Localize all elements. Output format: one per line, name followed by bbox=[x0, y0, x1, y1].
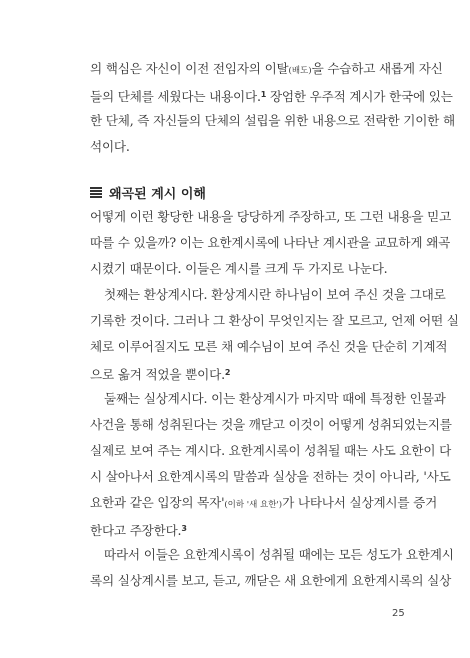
text-line: 어떻게 이런 황당한 내용을 당당하게 주장하고, 또 그런 내용을 믿고 bbox=[90, 209, 452, 224]
footnote-marker: 1 bbox=[260, 90, 267, 99]
paragraph-3 bbox=[90, 386, 452, 542]
footnote-marker: 2 bbox=[224, 368, 231, 377]
text-line: 록의 실상계시를 보고, 듣고, 깨닫은 새 요한에게 요한계시록의 실상 bbox=[90, 573, 452, 588]
text-line: 한다고 주장한다.$^3$ bbox=[90, 523, 187, 538]
section-heading-text: 왜곡된 계시 이해 bbox=[109, 186, 206, 202]
section-heading bbox=[90, 182, 206, 202]
text-line: 들의 단체를 세웠다는 내용이다.$^1$ 장엄한 우주적 계시가 한국에 있는 bbox=[90, 89, 453, 104]
text-line: 따를 수 있을까? 이는 요한계시록에 나타난 계시관을 교묘하게 왜곡 bbox=[90, 235, 451, 250]
text-line: 요한과 같은 입장의 목자'(이하 '새 요한')가 나타나서 실상계시를 증거 bbox=[90, 495, 438, 510]
text-line: 사건을 통해 성취된다는 것을 깨닫고 이것이 어떻게 성취되었는지를 bbox=[90, 417, 452, 432]
text-line: 둘째는 실상계시다. 이는 환상계시가 마지막 때에 특정한 인물과 bbox=[104, 391, 446, 406]
text-line: 한 단체, 즉 자신들의 단체의 설립을 위한 내용으로 전락한 기이한 해 bbox=[90, 113, 455, 128]
text-line: 첫째는 환상계시다. 환상계시란 하나님이 보여 주신 것을 그대로 bbox=[104, 287, 446, 302]
text-line: 실제로 보여 주는 계시다. 요한계시록이 성취될 때는 사도 요한이 다 bbox=[90, 443, 452, 458]
footnote-marker: 3 bbox=[181, 524, 187, 533]
inline-note: (배도) bbox=[288, 66, 312, 76]
paragraph-1 bbox=[90, 204, 452, 282]
text-line: 기록한 것이다. 그러나 그 환상이 무엇인지는 잘 모르고, 언제 어떤 실 bbox=[90, 313, 459, 328]
text-line: 따라서 이들은 요한계시록이 성취될 때에는 모든 성도가 요한계시 bbox=[104, 547, 454, 562]
text-line: 으로 옮겨 적었을 뿐이다.$^2$ bbox=[90, 367, 231, 382]
text-line: 석이다. bbox=[90, 139, 130, 154]
paragraph-2 bbox=[90, 282, 459, 386]
paragraph-4 bbox=[90, 542, 454, 594]
text-line: 의 핵심은 자신이 이전 전임자의 이탈(배도)을 수습하고 새롭게 자신 bbox=[90, 61, 443, 76]
list-icon bbox=[90, 187, 102, 198]
page-number: 25 bbox=[392, 608, 405, 619]
text-line: 시켰기 때문이다. 이들은 계시를 크게 두 가지로 나눈다. bbox=[90, 261, 388, 276]
text-line: 체로 이루어질지도 모른 채 예수님이 보여 주신 것을 단순히 기계적 bbox=[90, 339, 448, 354]
inline-note: (이하 '새 요한') bbox=[224, 500, 283, 510]
text-line: 시 살아나서 요한계시록의 말씀과 실상을 전하는 것이 아니라, '사도 bbox=[90, 469, 451, 484]
top-paragraph bbox=[90, 56, 455, 160]
